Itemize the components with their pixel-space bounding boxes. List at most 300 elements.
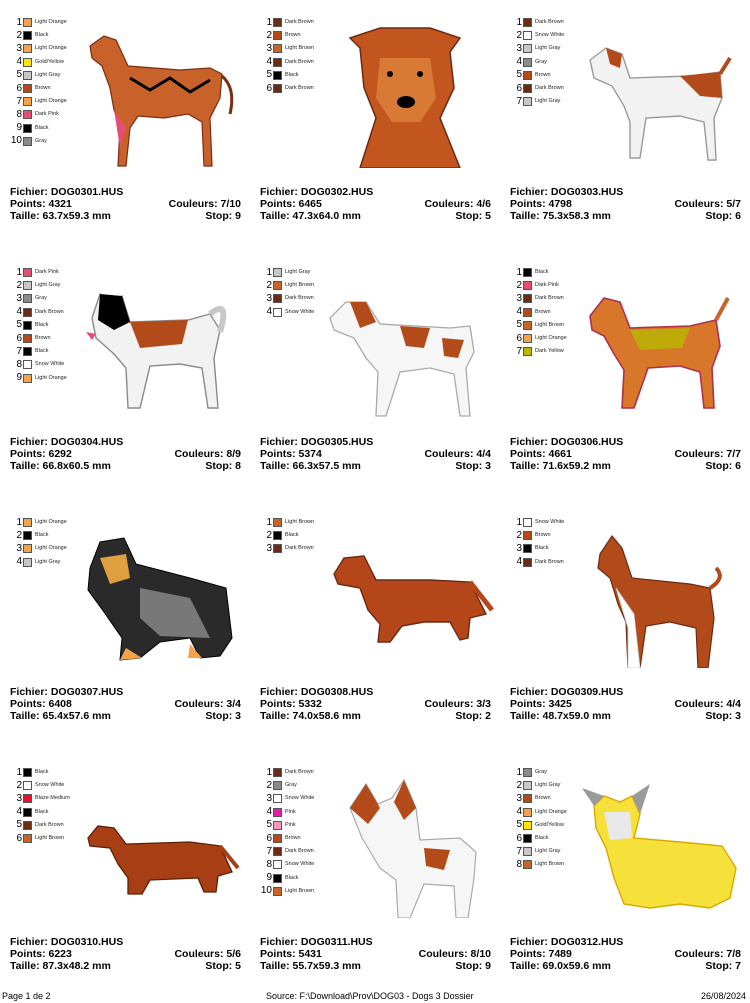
palette-entry <box>510 279 567 292</box>
palette-number: 3 <box>516 42 522 54</box>
color-palette <box>260 16 314 95</box>
color-swatch <box>23 268 32 277</box>
color-swatch <box>273 281 282 290</box>
color-swatch <box>523 321 532 330</box>
color-name: Snow White <box>35 361 65 368</box>
print-date: 26/08/2024 <box>700 991 746 1001</box>
color-name: Black <box>535 269 549 276</box>
palette-entry <box>510 516 564 529</box>
palette-entry <box>10 819 70 832</box>
palette-entry <box>10 832 70 845</box>
points: Points: 5374 <box>260 448 322 460</box>
palette-number: 3 <box>16 42 22 54</box>
color-swatch <box>23 531 32 540</box>
palette-entry <box>260 779 314 792</box>
color-name: Dark Yellow <box>535 348 564 355</box>
color-swatch <box>23 544 32 553</box>
design-info <box>10 186 241 222</box>
points: Points: 5431 <box>260 948 322 960</box>
color-name: Light Brown <box>285 282 315 289</box>
palette-entry <box>260 819 314 832</box>
points: Points: 6292 <box>10 448 72 460</box>
palette-number: 4 <box>516 306 522 318</box>
palette-entry <box>10 135 67 148</box>
design-cell <box>0 750 250 1000</box>
design-cell <box>500 750 750 1000</box>
color-swatch <box>523 768 532 777</box>
color-swatch <box>273 808 282 817</box>
palette-number: 6 <box>516 82 522 94</box>
stop-count: Stop: 3 <box>455 460 491 472</box>
color-palette <box>260 266 314 319</box>
palette-entry <box>10 332 67 345</box>
palette-entry <box>510 529 564 542</box>
palette-entry <box>260 766 314 779</box>
palette-entry <box>510 779 567 792</box>
color-swatch <box>273 794 282 803</box>
palette-number: 3 <box>16 792 22 804</box>
color-swatch <box>523 347 532 356</box>
palette-number: 6 <box>16 82 22 94</box>
color-swatch <box>23 374 32 383</box>
palette-entry <box>10 292 67 305</box>
color-name: Dark Brown <box>285 58 314 65</box>
color-name: Dark Brown <box>535 295 564 302</box>
color-name: Blaze Medium <box>35 795 70 802</box>
design-info <box>510 686 741 722</box>
color-name: Brown <box>535 71 551 78</box>
palette-number: 1 <box>16 766 22 778</box>
palette-entry <box>510 806 567 819</box>
color-swatch <box>523 808 532 817</box>
design-cell <box>500 0 750 250</box>
color-palette <box>510 266 567 358</box>
design-info <box>260 686 491 722</box>
color-name: Dark Pink <box>35 269 59 276</box>
color-name: Snow White <box>535 519 565 526</box>
colors-count: Couleurs: 5/7 <box>674 198 741 210</box>
palette-number: 3 <box>516 792 522 804</box>
palette-number: 1 <box>516 766 522 778</box>
color-name: Pink <box>285 821 296 828</box>
size: Taille: 47.3x64.0 mm <box>260 210 361 222</box>
palette-entry <box>10 556 67 569</box>
palette-number: 1 <box>266 766 272 778</box>
palette-number: 4 <box>266 56 272 68</box>
palette-entry <box>510 29 564 42</box>
palette-number: 4 <box>16 56 22 68</box>
color-name: Light Gray <box>285 269 311 276</box>
color-name: Light Orange <box>535 808 567 815</box>
palette-number: 2 <box>516 529 522 541</box>
color-name: Light Brown <box>535 321 565 328</box>
palette-number: 6 <box>16 832 22 844</box>
palette-number: 6 <box>266 82 272 94</box>
palette-number: 2 <box>16 279 22 291</box>
palette-number: 8 <box>266 858 272 870</box>
color-name: Dark Brown <box>285 295 314 302</box>
palette-number: 3 <box>516 542 522 554</box>
color-palette <box>510 766 567 872</box>
palette-number: 1 <box>516 16 522 28</box>
color-swatch <box>523 334 532 343</box>
color-swatch <box>23 18 32 27</box>
palette-entry <box>10 372 67 385</box>
color-name: Snow White <box>285 308 315 315</box>
design-cell <box>250 500 500 750</box>
palette-number: 1 <box>16 16 22 28</box>
color-name: Dark Pink <box>535 282 559 289</box>
color-swatch <box>523 71 532 80</box>
palette-number: 6 <box>516 332 522 344</box>
points: Points: 5332 <box>260 698 322 710</box>
palette-entry <box>510 542 564 555</box>
color-swatch <box>23 44 32 53</box>
palette-entry <box>260 42 314 55</box>
color-name: Dark Brown <box>535 558 564 565</box>
color-swatch <box>523 308 532 317</box>
palette-entry <box>510 319 567 332</box>
points: Points: 6223 <box>10 948 72 960</box>
color-name: Dark Brown <box>285 769 314 776</box>
palette-entry <box>10 319 67 332</box>
palette-number: 6 <box>266 832 272 844</box>
color-name: Gray <box>35 295 47 302</box>
design-cell <box>250 250 500 500</box>
color-swatch <box>523 531 532 540</box>
points: Points: 6465 <box>260 198 322 210</box>
color-swatch <box>523 860 532 869</box>
palette-entry <box>10 56 67 69</box>
color-swatch <box>23 308 32 317</box>
palette-entry <box>10 345 67 358</box>
color-swatch <box>23 110 32 119</box>
palette-number: 5 <box>266 819 272 831</box>
color-name: Dark Brown <box>35 821 64 828</box>
size: Taille: 65.4x57.6 mm <box>10 710 111 722</box>
color-swatch <box>273 58 282 67</box>
stop-count: Stop: 6 <box>705 460 741 472</box>
color-name: Light Brown <box>285 887 315 894</box>
color-name: Light Gray <box>535 782 561 789</box>
colors-count: Couleurs: 4/4 <box>424 448 491 460</box>
palette-number: 4 <box>516 806 522 818</box>
color-name: Light Orange <box>35 19 67 26</box>
color-name: Snow White <box>535 32 565 39</box>
palette-entry <box>510 292 567 305</box>
file-name: Fichier: DOG0310.HUS <box>10 936 124 948</box>
palette-number: 5 <box>516 319 522 331</box>
color-name: Light Gray <box>535 98 561 105</box>
palette-entry <box>260 516 314 529</box>
palette-number: 5 <box>516 69 522 81</box>
color-name: Black <box>285 532 299 539</box>
palette-entry <box>10 529 67 542</box>
colors-count: Couleurs: 3/4 <box>174 698 241 710</box>
color-name: Light Orange <box>35 45 67 52</box>
file-name: Fichier: DOG0304.HUS <box>10 436 124 448</box>
palette-entry <box>10 122 67 135</box>
palette-entry <box>510 16 564 29</box>
color-name: Black <box>35 124 49 131</box>
size: Taille: 74.0x58.6 mm <box>260 710 361 722</box>
palette-number: 6 <box>516 832 522 844</box>
color-swatch <box>523 294 532 303</box>
color-swatch <box>273 518 282 527</box>
color-name: Dark Brown <box>285 85 314 92</box>
palette-entry <box>10 82 67 95</box>
palette-number: 6 <box>16 332 22 344</box>
dog-embroidery-image <box>70 268 245 418</box>
palette-number: 3 <box>266 792 272 804</box>
size: Taille: 55.7x59.3 mm <box>260 960 361 972</box>
color-name: Light Gray <box>535 848 561 855</box>
size: Taille: 75.3x58.3 mm <box>510 210 611 222</box>
palette-entry <box>260 292 314 305</box>
stop-count: Stop: 3 <box>705 710 741 722</box>
color-palette <box>260 516 314 556</box>
design-cell <box>250 0 500 250</box>
stop-count: Stop: 3 <box>205 710 241 722</box>
colors-count: Couleurs: 7/7 <box>674 448 741 460</box>
design-cell <box>0 0 250 250</box>
palette-number: 7 <box>516 95 522 107</box>
color-name: Snow White <box>35 782 65 789</box>
palette-number: 7 <box>516 845 522 857</box>
design-info <box>10 436 241 472</box>
color-name: Light Orange <box>35 545 67 552</box>
colors-count: Couleurs: 8/10 <box>418 948 491 960</box>
palette-entry <box>510 266 567 279</box>
stop-count: Stop: 2 <box>455 710 491 722</box>
dog-embroidery-image <box>570 268 745 418</box>
palette-entry <box>260 266 314 279</box>
palette-entry <box>260 529 314 542</box>
file-name: Fichier: DOG0311.HUS <box>260 936 373 948</box>
color-swatch <box>523 544 532 553</box>
points: Points: 6408 <box>10 698 72 710</box>
design-info <box>510 186 741 222</box>
palette-entry <box>510 95 564 108</box>
color-swatch <box>523 58 532 67</box>
dog-embroidery-image <box>70 518 245 668</box>
dog-embroidery-image <box>320 268 495 418</box>
palette-number: 1 <box>516 266 522 278</box>
color-swatch <box>23 558 32 567</box>
color-swatch <box>523 781 532 790</box>
color-name: Light Gray <box>35 71 61 78</box>
palette-number: 3 <box>266 42 272 54</box>
color-palette <box>260 766 314 898</box>
color-name: Light Brown <box>35 835 65 842</box>
palette-number: 2 <box>266 279 272 291</box>
palette-number: 7 <box>266 845 272 857</box>
color-name: Dark Brown <box>285 19 314 26</box>
palette-entry <box>260 792 314 805</box>
file-name: Fichier: DOG0307.HUS <box>10 686 124 698</box>
palette-entry <box>260 832 314 845</box>
palette-entry <box>510 82 564 95</box>
page-number: Page 1 de 2 <box>2 991 51 1001</box>
design-info <box>10 686 241 722</box>
palette-number: 5 <box>16 819 22 831</box>
size: Taille: 71.6x59.2 mm <box>510 460 611 472</box>
colors-count: Couleurs: 4/4 <box>674 698 741 710</box>
design-info <box>510 436 741 472</box>
color-swatch <box>273 821 282 830</box>
color-swatch <box>23 71 32 80</box>
color-swatch <box>273 84 282 93</box>
palette-entry <box>10 69 67 82</box>
palette-number: 2 <box>16 29 22 41</box>
color-name: Brown <box>35 335 51 342</box>
size: Taille: 87.3x48.2 mm <box>10 960 111 972</box>
file-name: Fichier: DOG0308.HUS <box>260 686 374 698</box>
color-swatch <box>23 360 32 369</box>
points: Points: 4661 <box>510 448 572 460</box>
color-name: Light Brown <box>535 861 565 868</box>
palette-entry <box>10 766 70 779</box>
size: Taille: 69.0x59.6 mm <box>510 960 611 972</box>
color-swatch <box>523 268 532 277</box>
color-name: Black <box>535 835 549 842</box>
colors-count: Couleurs: 4/6 <box>424 198 491 210</box>
stop-count: Stop: 6 <box>705 210 741 222</box>
color-swatch <box>23 124 32 133</box>
color-name: Dark Brown <box>285 848 314 855</box>
palette-entry <box>260 82 314 95</box>
color-name: Light Brown <box>285 519 315 526</box>
size: Taille: 48.7x59.0 mm <box>510 710 611 722</box>
file-name: Fichier: DOG0303.HUS <box>510 186 624 198</box>
color-name: Light Gray <box>35 282 61 289</box>
palette-entry <box>260 56 314 69</box>
color-swatch <box>273 768 282 777</box>
color-swatch <box>273 44 282 53</box>
color-palette <box>510 16 564 108</box>
palette-number: 7 <box>16 95 22 107</box>
palette-number: 2 <box>266 29 272 41</box>
dog-embroidery-image <box>320 768 495 918</box>
palette-number: 2 <box>16 529 22 541</box>
color-name: Black <box>285 874 299 881</box>
palette-entry <box>10 42 67 55</box>
color-name: Brown <box>535 308 551 315</box>
color-name: Light Orange <box>535 335 567 342</box>
color-swatch <box>23 821 32 830</box>
color-swatch <box>273 531 282 540</box>
dog-embroidery-image <box>70 18 245 168</box>
color-swatch <box>523 558 532 567</box>
design-cell <box>0 250 250 500</box>
palette-entry <box>260 806 314 819</box>
palette-entry <box>10 29 67 42</box>
palette-entry <box>510 766 567 779</box>
color-swatch <box>523 794 532 803</box>
palette-number: 5 <box>266 69 272 81</box>
palette-number: 1 <box>16 516 22 528</box>
color-swatch <box>23 834 32 843</box>
palette-number: 8 <box>16 358 22 370</box>
palette-entry <box>260 279 314 292</box>
source-path: Source: F:\Download\Prov\DOG03 - Dogs 3 Dossier <box>266 991 474 1001</box>
color-name: Gold/Yellow <box>535 821 564 828</box>
palette-entry <box>10 358 67 371</box>
points: Points: 3425 <box>510 698 572 710</box>
design-info <box>260 186 491 222</box>
color-swatch <box>523 18 532 27</box>
palette-entry <box>510 345 567 358</box>
stop-count: Stop: 5 <box>455 210 491 222</box>
file-name: Fichier: DOG0302.HUS <box>260 186 374 198</box>
palette-number: 10 <box>260 885 272 897</box>
dog-embroidery-image <box>570 518 745 668</box>
points: Points: 4798 <box>510 198 572 210</box>
color-swatch <box>523 834 532 843</box>
palette-number: 4 <box>16 306 22 318</box>
palette-number: 2 <box>516 279 522 291</box>
palette-number: 10 <box>10 135 22 147</box>
palette-entry <box>10 806 70 819</box>
color-swatch <box>23 137 32 146</box>
color-swatch <box>273 31 282 40</box>
palette-entry <box>260 872 314 885</box>
color-swatch <box>523 97 532 106</box>
color-palette <box>10 516 67 569</box>
dog-embroidery-image <box>320 18 495 168</box>
color-swatch <box>23 347 32 356</box>
color-name: Gray <box>35 137 47 144</box>
color-swatch <box>273 860 282 869</box>
color-swatch <box>523 281 532 290</box>
palette-entry <box>260 29 314 42</box>
file-name: Fichier: DOG0306.HUS <box>510 436 624 448</box>
stop-count: Stop: 7 <box>705 960 741 972</box>
palette-number: 8 <box>16 108 22 120</box>
design-cell <box>0 500 250 750</box>
colors-count: Couleurs: 3/3 <box>424 698 491 710</box>
color-swatch <box>23 31 32 40</box>
palette-number: 7 <box>16 345 22 357</box>
palette-number: 1 <box>516 516 522 528</box>
color-name: Gray <box>535 769 547 776</box>
palette-entry <box>510 306 567 319</box>
color-name: Light Gray <box>535 45 561 52</box>
palette-number: 4 <box>516 556 522 568</box>
palette-entry <box>510 845 567 858</box>
palette-entry <box>510 56 564 69</box>
palette-number: 2 <box>516 29 522 41</box>
color-name: Pink <box>285 808 296 815</box>
color-swatch <box>23 84 32 93</box>
color-name: Black <box>35 32 49 39</box>
palette-number: 2 <box>16 779 22 791</box>
palette-entry <box>510 819 567 832</box>
palette-entry <box>10 542 67 555</box>
design-cell <box>500 250 750 500</box>
color-name: Black <box>35 769 49 776</box>
color-swatch <box>273 71 282 80</box>
color-swatch <box>23 794 32 803</box>
color-swatch <box>23 518 32 527</box>
color-name: Gray <box>535 58 547 65</box>
palette-number: 4 <box>266 806 272 818</box>
color-name: Brown <box>35 85 51 92</box>
palette-entry <box>10 516 67 529</box>
color-name: Brown <box>535 532 551 539</box>
palette-entry <box>510 832 567 845</box>
palette-entry <box>260 542 314 555</box>
